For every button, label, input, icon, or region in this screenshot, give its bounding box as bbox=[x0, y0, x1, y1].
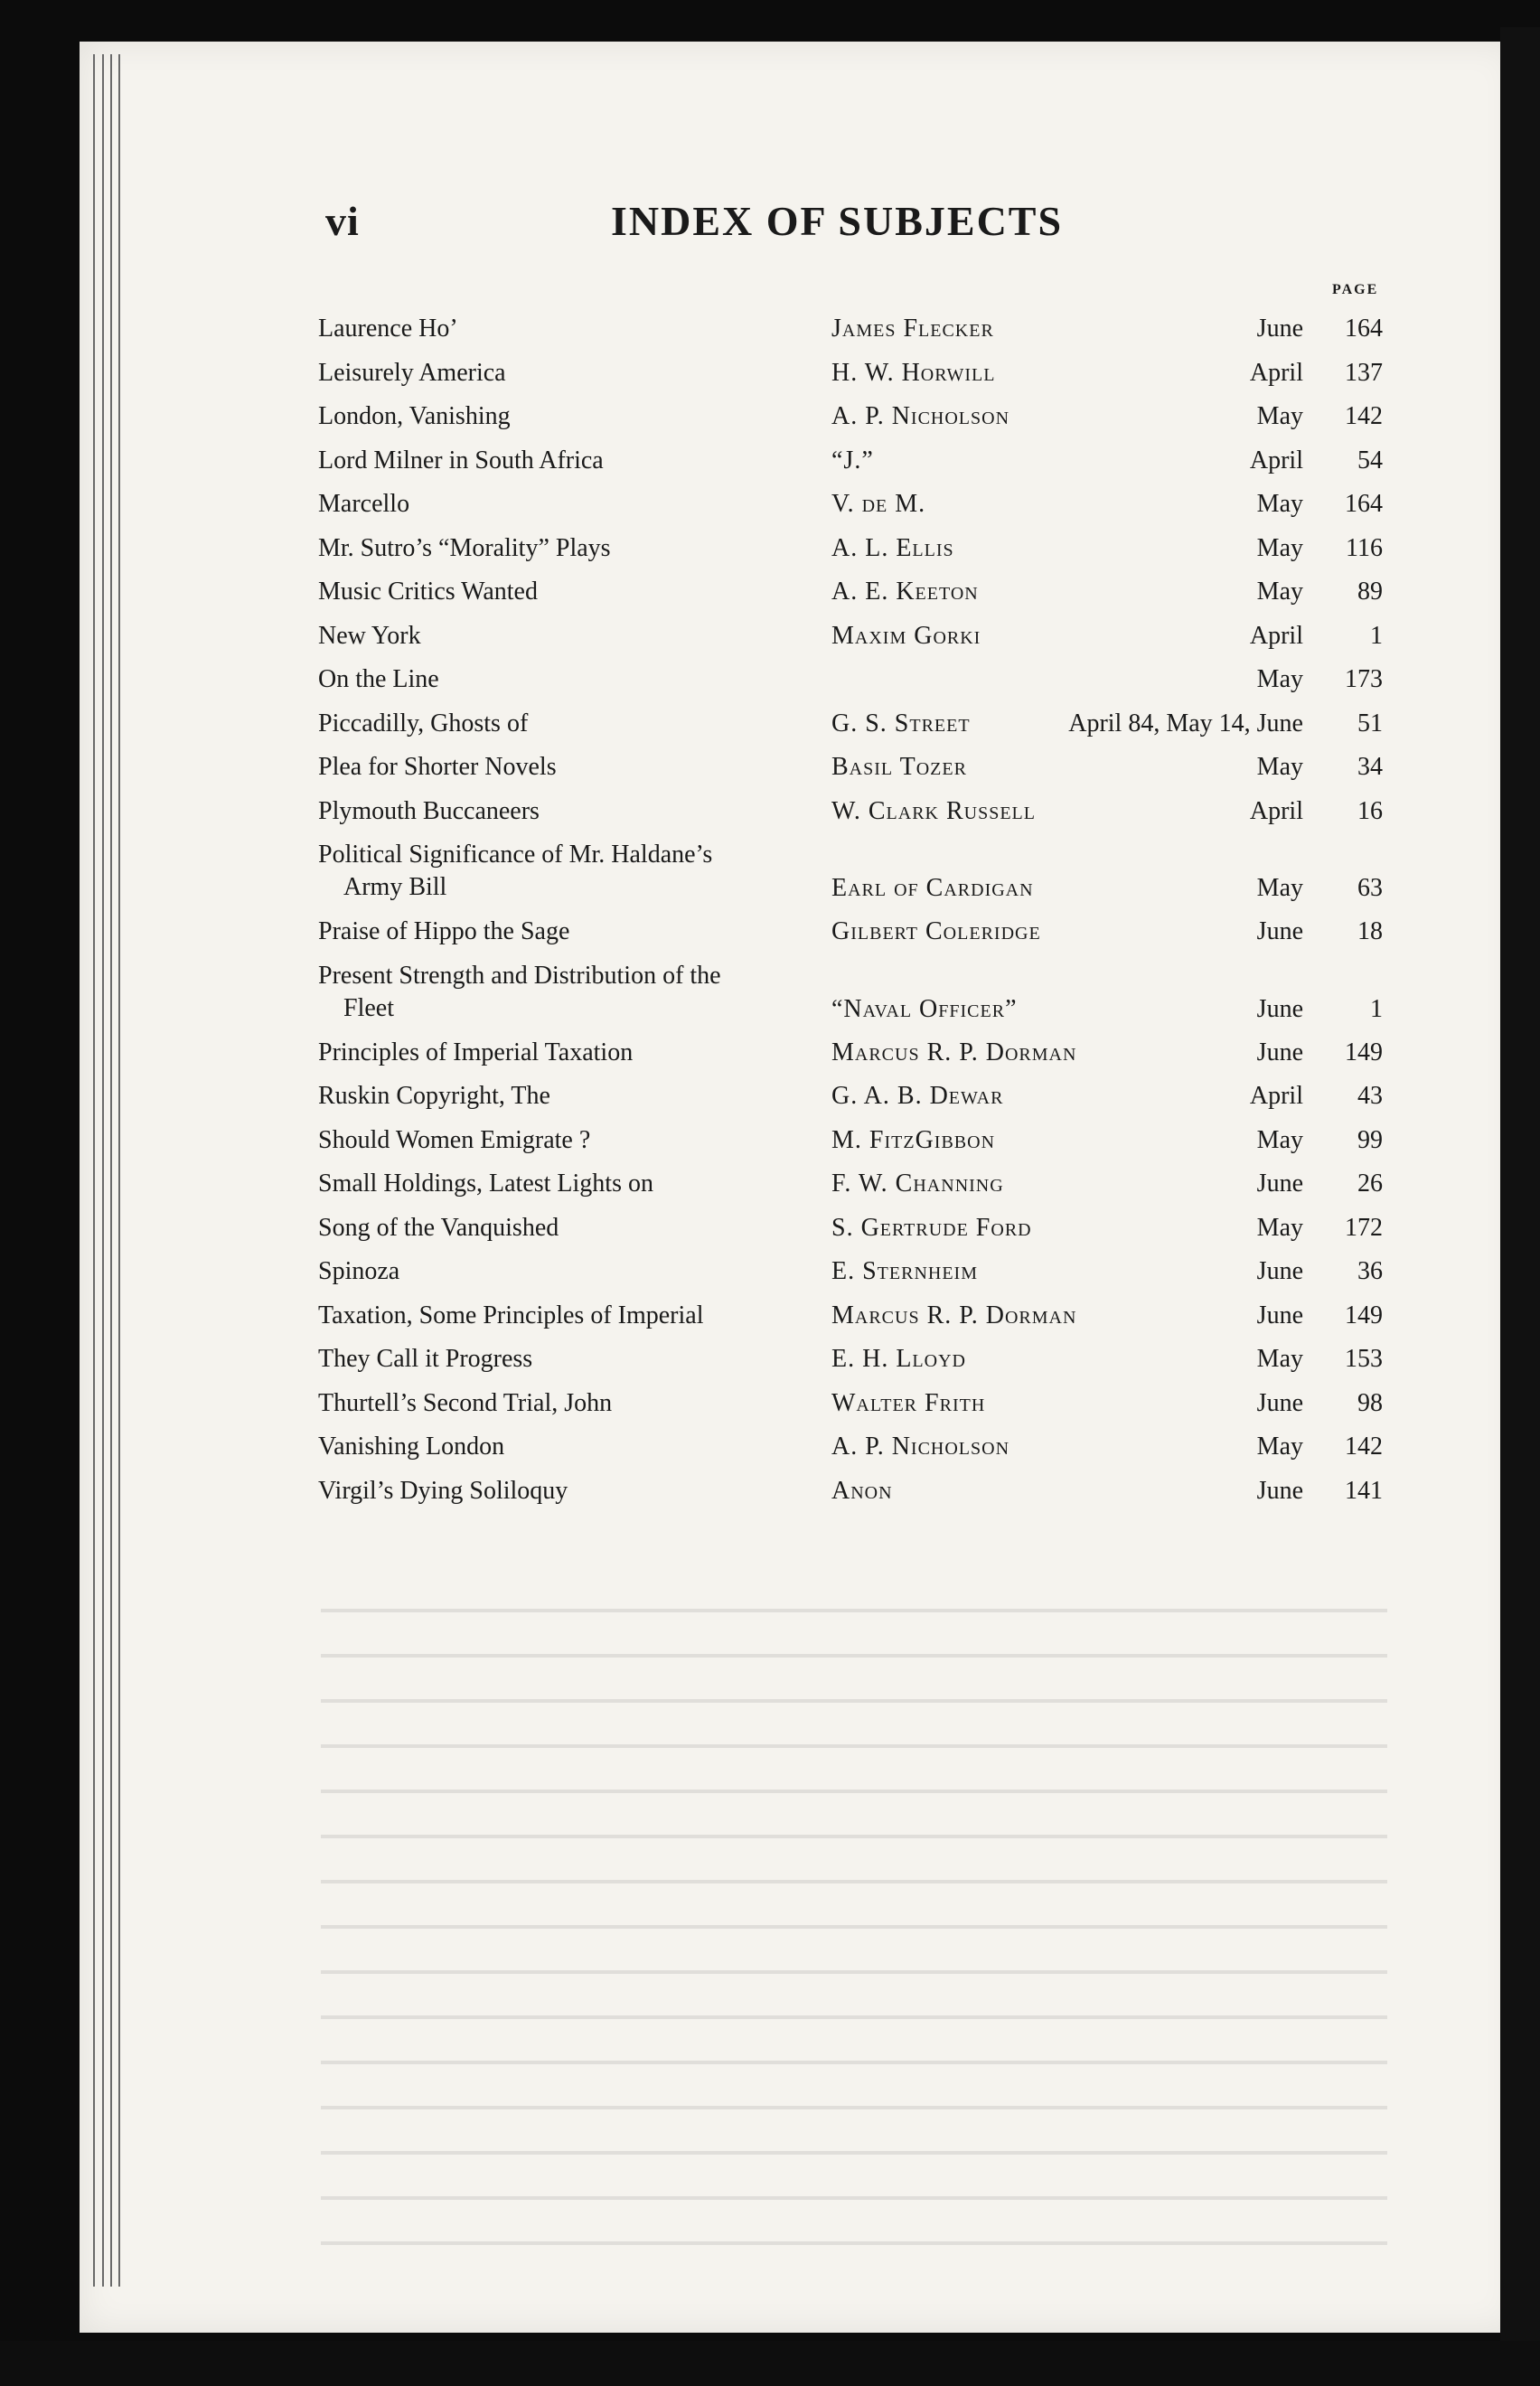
subject-text: Virgil’s Dying Soliloquy bbox=[318, 1476, 568, 1505]
index-entry bbox=[318, 954, 1403, 1031]
entry-month: April bbox=[1249, 621, 1303, 650]
entry-author: Anon bbox=[831, 1476, 893, 1505]
subject-text: Thurtell’s Second Trial, John bbox=[318, 1388, 613, 1417]
subject-text: Plymouth Buccaneers bbox=[318, 796, 540, 825]
entry-page: 153 bbox=[1345, 1345, 1383, 1373]
entry-subject bbox=[318, 1382, 806, 1426]
entry-page: 98 bbox=[1357, 1388, 1383, 1417]
entry-page: 137 bbox=[1345, 358, 1383, 387]
page-edge bbox=[93, 54, 95, 2287]
subject-text: Political Significance of Mr. Haldane’s bbox=[318, 841, 713, 869]
entry-month: May bbox=[1256, 578, 1303, 606]
entry-author: Earl of Cardigan bbox=[831, 874, 1034, 902]
index-entry bbox=[318, 1119, 1403, 1163]
subject-text: New York bbox=[318, 621, 421, 650]
entry-page: 34 bbox=[1357, 753, 1383, 781]
index-entry bbox=[318, 1382, 1403, 1426]
entry-month: June bbox=[1256, 315, 1303, 343]
entry-page: 149 bbox=[1345, 1301, 1383, 1329]
entry-subject bbox=[318, 1425, 806, 1470]
entry-subject bbox=[318, 395, 806, 439]
entry-author: F. W. Channing bbox=[831, 1170, 1004, 1198]
entry-subject bbox=[318, 570, 806, 615]
entry-month: May bbox=[1256, 1125, 1303, 1154]
index-entry bbox=[318, 1075, 1403, 1119]
subject-text: Plea for Shorter Novels bbox=[318, 753, 557, 781]
entry-page: 149 bbox=[1345, 1038, 1383, 1066]
index-entry bbox=[318, 702, 1403, 747]
entry-subject bbox=[318, 702, 806, 747]
entry-month: April 84, May 14, June bbox=[1068, 709, 1303, 737]
entry-page: 1 bbox=[1370, 621, 1383, 650]
entry-page: 36 bbox=[1357, 1257, 1383, 1285]
index-entry bbox=[318, 1031, 1403, 1076]
scan-border bbox=[0, 2341, 1540, 2386]
entry-author: “Naval Officer” bbox=[831, 994, 1018, 1023]
index-entry bbox=[318, 833, 1403, 910]
entry-subject bbox=[318, 746, 806, 790]
subject-text: Music Critics Wanted bbox=[318, 578, 538, 606]
entry-subject bbox=[318, 483, 806, 527]
entry-page: 54 bbox=[1357, 446, 1383, 474]
entry-author: Maxim Gorki bbox=[831, 621, 981, 650]
book-binding bbox=[1500, 27, 1540, 2359]
subject-text: Praise of Hippo the Sage bbox=[318, 917, 570, 945]
entry-page: 1 bbox=[1370, 994, 1383, 1023]
entry-month: May bbox=[1256, 1213, 1303, 1242]
entry-page: 172 bbox=[1345, 1213, 1383, 1242]
entry-month: April bbox=[1249, 446, 1303, 474]
subject-text: Spinoza bbox=[318, 1257, 400, 1285]
entry-page: 141 bbox=[1345, 1476, 1383, 1505]
subject-text: Laurence Ho’ bbox=[318, 315, 458, 343]
page-edge bbox=[102, 54, 104, 2287]
entry-page: 99 bbox=[1357, 1125, 1383, 1154]
entry-author: James Flecker bbox=[831, 315, 994, 343]
subject-text: Small Holdings, Latest Lights on bbox=[318, 1170, 653, 1198]
entry-author: H. W. Horwill bbox=[831, 358, 996, 387]
index-entry bbox=[318, 483, 1403, 527]
index-entry bbox=[318, 307, 1403, 352]
entry-subject bbox=[318, 1207, 806, 1251]
index-entry bbox=[318, 790, 1403, 834]
entry-month: May bbox=[1256, 753, 1303, 781]
entry-subject bbox=[318, 439, 806, 484]
entry-subject bbox=[318, 910, 806, 954]
entry-page: 164 bbox=[1345, 490, 1383, 518]
subject-text: London, Vanishing bbox=[318, 402, 511, 430]
index-entries bbox=[318, 307, 1403, 1513]
entry-author: E. H. Lloyd bbox=[831, 1345, 966, 1373]
page-edge bbox=[118, 54, 120, 2287]
entry-subject bbox=[318, 790, 806, 834]
page-edge bbox=[110, 54, 112, 2287]
subject-text: Leisurely America bbox=[318, 358, 506, 387]
subject-text: Lord Milner in South Africa bbox=[318, 446, 604, 474]
entry-month: May bbox=[1256, 533, 1303, 562]
entry-page: 43 bbox=[1357, 1082, 1383, 1110]
page-column-heading: PAGE bbox=[1332, 282, 1379, 297]
entry-month: June bbox=[1256, 1388, 1303, 1417]
subject-text-continued: Fleet bbox=[343, 993, 394, 1022]
entry-author: Marcus R. P. Dorman bbox=[831, 1038, 1077, 1066]
entry-subject bbox=[318, 615, 806, 659]
subject-text: Taxation, Some Principles of Imperial bbox=[318, 1301, 704, 1329]
entry-page: 142 bbox=[1345, 402, 1383, 430]
entry-month: June bbox=[1256, 1038, 1303, 1066]
entry-subject bbox=[318, 352, 806, 396]
subject-text: Should Women Emigrate ? bbox=[318, 1125, 591, 1154]
entry-author: “J.” bbox=[831, 446, 874, 474]
entry-subject bbox=[318, 1470, 806, 1514]
entry-author: A. P. Nicholson bbox=[831, 402, 1010, 430]
entry-author: M. FitzGibbon bbox=[831, 1125, 996, 1154]
index-entry bbox=[318, 395, 1403, 439]
entry-subject bbox=[318, 307, 806, 352]
entry-subject bbox=[318, 833, 806, 901]
subject-text: Ruskin Copyright, The bbox=[318, 1082, 550, 1110]
entry-subject bbox=[318, 1075, 806, 1119]
entry-month: June bbox=[1256, 917, 1303, 945]
entry-author: Marcus R. P. Dorman bbox=[831, 1301, 1077, 1329]
page-folio: vi bbox=[325, 198, 360, 244]
entry-month: May bbox=[1256, 490, 1303, 518]
entry-month: June bbox=[1256, 1170, 1303, 1198]
subject-text: Song of the Vanquished bbox=[318, 1213, 559, 1242]
entry-month: June bbox=[1256, 1476, 1303, 1505]
entry-month: May bbox=[1256, 402, 1303, 430]
entry-subject bbox=[318, 1031, 806, 1076]
index-entry bbox=[318, 910, 1403, 954]
entry-month: April bbox=[1249, 796, 1303, 825]
entry-page: 142 bbox=[1345, 1433, 1383, 1461]
subject-text: Principles of Imperial Taxation bbox=[318, 1038, 634, 1066]
entry-subject bbox=[318, 1250, 806, 1294]
entry-month: May bbox=[1256, 1433, 1303, 1461]
entry-author: Basil Tozer bbox=[831, 753, 967, 781]
show-through-texture bbox=[321, 1609, 1387, 2287]
index-entry bbox=[318, 1207, 1403, 1251]
entry-author: Walter Frith bbox=[831, 1388, 986, 1417]
subject-text: They Call it Progress bbox=[318, 1345, 533, 1373]
entry-subject bbox=[318, 1338, 806, 1382]
entry-month: June bbox=[1256, 1257, 1303, 1285]
entry-page: 164 bbox=[1345, 315, 1383, 343]
index-entry bbox=[318, 746, 1403, 790]
index-entry bbox=[318, 570, 1403, 615]
subject-text: Piccadilly, Ghosts of bbox=[318, 709, 529, 737]
index-entry bbox=[318, 439, 1403, 484]
index-entry bbox=[318, 1250, 1403, 1294]
subject-text: Mr. Sutro’s “Morality” Plays bbox=[318, 533, 611, 562]
index-entry bbox=[318, 1425, 1403, 1470]
entry-month: May bbox=[1256, 665, 1303, 693]
entry-author: A. P. Nicholson bbox=[831, 1433, 1010, 1461]
subject-text: Vanishing London bbox=[318, 1433, 505, 1461]
entry-page: 51 bbox=[1357, 709, 1383, 737]
entry-page: 89 bbox=[1357, 578, 1383, 606]
index-entry bbox=[318, 658, 1403, 702]
entry-author: G. S. Street bbox=[831, 709, 971, 737]
subject-text: Marcello bbox=[318, 490, 410, 518]
entry-month: May bbox=[1256, 1345, 1303, 1373]
index-entry bbox=[318, 1162, 1403, 1207]
entry-author: G. A. B. Dewar bbox=[831, 1082, 1004, 1110]
entry-subject bbox=[318, 954, 806, 1022]
entry-page: 26 bbox=[1357, 1170, 1383, 1198]
entry-author: W. Clark Russell bbox=[831, 796, 1036, 825]
index-entry bbox=[318, 352, 1403, 396]
entry-page: 16 bbox=[1357, 796, 1383, 825]
index-entry bbox=[318, 1294, 1403, 1339]
entry-subject bbox=[318, 527, 806, 571]
index-entry bbox=[318, 1338, 1403, 1382]
entry-page: 18 bbox=[1357, 917, 1383, 945]
entry-author: V. de M. bbox=[831, 490, 926, 518]
entry-month: June bbox=[1256, 994, 1303, 1023]
entry-author: A. E. Keeton bbox=[831, 578, 979, 606]
subject-text: On the Line bbox=[318, 665, 439, 693]
entry-author: A. L. Ellis bbox=[831, 533, 954, 562]
entry-page: 173 bbox=[1345, 665, 1383, 693]
index-entry bbox=[318, 615, 1403, 659]
subject-text-continued: Army Bill bbox=[343, 873, 447, 901]
entry-subject bbox=[318, 1294, 806, 1339]
index-entry bbox=[318, 1470, 1403, 1514]
entry-month: June bbox=[1256, 1301, 1303, 1329]
entry-month: April bbox=[1249, 358, 1303, 387]
entry-subject bbox=[318, 1162, 806, 1207]
index-entry bbox=[318, 527, 1403, 571]
entry-month: April bbox=[1249, 1082, 1303, 1110]
entry-page: 63 bbox=[1357, 874, 1383, 902]
entry-author: Gilbert Coleridge bbox=[831, 917, 1041, 945]
page-title: INDEX OF SUBJECTS bbox=[611, 198, 1064, 244]
entry-subject bbox=[318, 1119, 806, 1163]
entry-page: 116 bbox=[1346, 533, 1383, 562]
subject-text: Present Strength and Distribution of the bbox=[318, 961, 721, 990]
entry-subject bbox=[318, 658, 806, 702]
entry-author: S. Gertrude Ford bbox=[831, 1213, 1032, 1242]
entry-month: May bbox=[1256, 874, 1303, 902]
entry-author: E. Sternheim bbox=[831, 1257, 978, 1285]
